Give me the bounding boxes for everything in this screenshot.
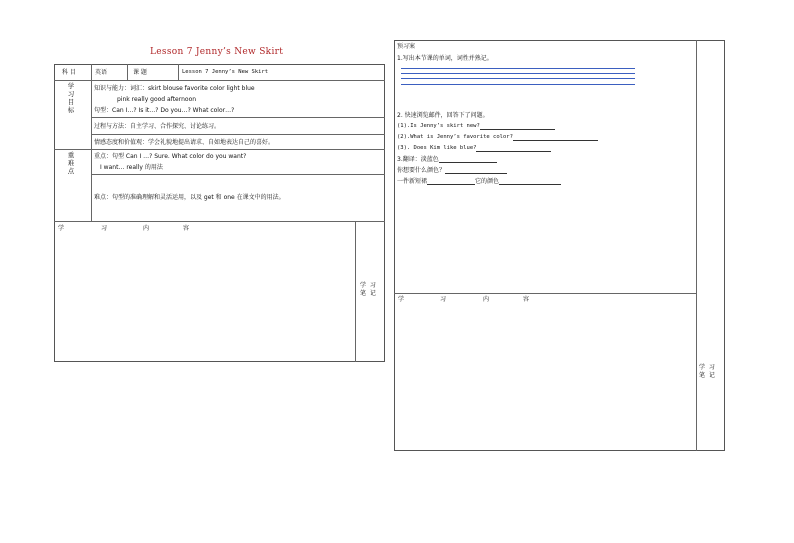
- goal-vocabulary-cont: pink really good afternoon: [117, 96, 197, 103]
- question-1: (1).Is Jenny’s skirt new?: [397, 123, 555, 130]
- difficulty: 难点：句型的准确理解和灵活运用，以及 get 和 one 在课文中的用法。: [94, 194, 285, 201]
- goal-emotion: 情感态度和价值观：学会礼貌地提出请求、自如地表达自己的喜好。: [94, 139, 275, 146]
- answer-blank: [439, 156, 497, 163]
- subject-label: 科 目: [62, 69, 76, 76]
- question-2: (2).What is Jenny’s favorite color?: [397, 134, 598, 141]
- lesson-title: Lesson 7 Jenny’s New Skirt: [150, 47, 284, 57]
- notes-label: 学 习 笔 记: [360, 282, 376, 297]
- translation-2: 一件新短裙 它的颜色: [397, 178, 561, 185]
- goal-vocabulary: 知识与能力：词汇：skirt blouse favorite color light blue: [94, 85, 255, 92]
- answer-blank: [499, 178, 561, 185]
- right-preview-table: [394, 40, 725, 451]
- writing-line: [401, 84, 635, 85]
- row-divider: [54, 80, 385, 81]
- subject-value: 英语: [95, 69, 108, 76]
- content-header-char: 容: [523, 296, 530, 303]
- answer-blank: [427, 178, 475, 185]
- task-3: 3.翻译：淡蓝色: [397, 156, 497, 163]
- content-header-char: 内: [483, 296, 490, 303]
- row-divider: [91, 134, 385, 135]
- content-header-char: 学: [398, 296, 405, 303]
- col-divider: [127, 64, 128, 80]
- topic-value: Lesson 7 Jenny’s New Skirt: [182, 69, 269, 75]
- col-divider: [178, 64, 179, 80]
- answer-blank: [480, 123, 555, 130]
- question-3: (3). Does Kim like blue?: [397, 145, 551, 152]
- row-divider: [91, 117, 385, 118]
- preview-title: 预习案: [397, 43, 416, 50]
- row-divider: [91, 174, 385, 175]
- content-header-char: 习: [440, 296, 447, 303]
- content-header-char: 习: [101, 225, 108, 232]
- writing-line: [401, 68, 635, 69]
- goals-label: 学 习 目 标: [67, 82, 75, 114]
- key-points: 重点：句型 Can I …? Sure. What color do you want?: [94, 153, 247, 160]
- goal-sentence: 句型：Can I…? Is it…? Do you…? What color…?: [94, 107, 235, 114]
- answer-blank: [445, 167, 507, 174]
- notes-label: 学 习 笔 记: [699, 364, 715, 379]
- col-divider: [696, 40, 697, 451]
- key-difficult-label: 重 难 点: [67, 151, 75, 175]
- key-points-cont: I want… really 的用法: [100, 164, 163, 171]
- task-2: 2. 快速浏览邮件，回答下了问题。: [397, 112, 489, 119]
- content-header-char: 内: [143, 225, 150, 232]
- row-divider: [394, 293, 696, 294]
- row-divider: [54, 221, 385, 222]
- col-divider: [355, 221, 356, 362]
- content-header-char: 学: [58, 225, 65, 232]
- goal-process: 过程与方法：自主学习、合作探究、讨论练习。: [94, 123, 221, 130]
- writing-line: [401, 78, 635, 79]
- writing-line: [401, 73, 635, 74]
- translation-1: 你想要什么颜色？: [397, 167, 507, 174]
- row-divider: [54, 149, 385, 150]
- answer-blank: [476, 145, 551, 152]
- col-divider: [91, 64, 92, 221]
- answer-blank: [513, 134, 598, 141]
- topic-label: 课 题: [133, 69, 147, 76]
- content-header-char: 容: [183, 225, 190, 232]
- task-1: 1.写出本节课的单词，词性并熟记。: [397, 55, 493, 62]
